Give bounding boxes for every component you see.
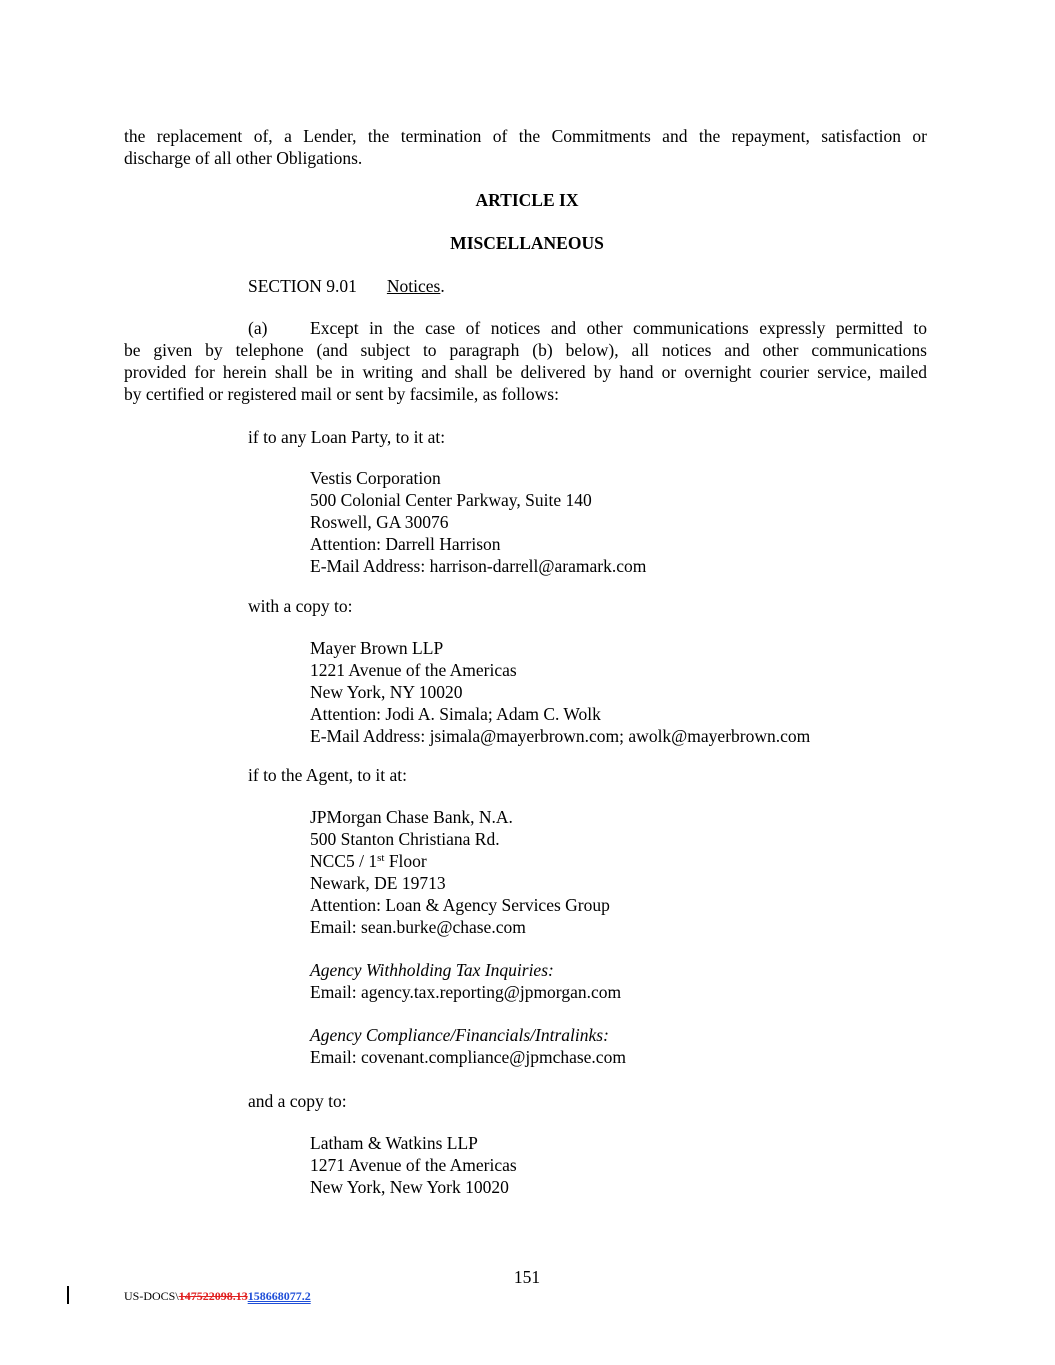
- intro-line-2: discharge of all other Obligations.: [124, 148, 363, 168]
- section-title-punct: .: [440, 276, 445, 296]
- address-line: 1271 Avenue of the Americas: [310, 1155, 517, 1175]
- paragraph-a-line-1: [124, 317, 927, 339]
- address-line: New York, NY 10020: [310, 682, 463, 702]
- agent-floor: [310, 850, 610, 872]
- loan-party-address: [310, 467, 646, 577]
- agent-lead: if to the Agent, to it at:: [248, 765, 407, 785]
- loan-party-copy-address: [310, 637, 810, 747]
- agent-name: JPMorgan Chase Bank, N.A.: [310, 807, 513, 827]
- agent-compliance-block: [310, 1024, 626, 1068]
- paragraph-a-line-3: provided for herein shall be in writing and shall be delivered by hand or overnight courier service, mailed: [124, 362, 927, 382]
- agent-tax-block: [310, 959, 621, 1003]
- address-line: Vestis Corporation: [310, 468, 441, 488]
- agent-floor-sup: st: [377, 852, 385, 864]
- section-number: SECTION 9.01: [248, 276, 357, 296]
- doc-id-inserted: 158668077.2: [247, 1289, 311, 1303]
- page-number: 151: [513, 1267, 541, 1287]
- agent-compliance-email: Email: covenant.compliance@jpmchase.com: [310, 1047, 626, 1067]
- agent-floor-prefix: NCC5 / 1: [310, 851, 378, 871]
- paragraph-a-line-2: be given by telephone (and subject to paragraph (b) below), all notices and other communications: [124, 340, 927, 360]
- article-title: MISCELLANEOUS: [450, 233, 604, 253]
- section-title: Notices: [386, 276, 441, 296]
- doc-id-prefix: US-DOCS\: [124, 1289, 179, 1303]
- address-line: 1221 Avenue of the Americas: [310, 660, 517, 680]
- agent-copy-lead: and a copy to:: [248, 1091, 347, 1111]
- address-line: New York, New York 10020: [310, 1177, 509, 1197]
- section-heading: [248, 275, 445, 297]
- document-id: [124, 1288, 311, 1304]
- agent-tax-email: Email: agency.tax.reporting@jpmorgan.com: [310, 982, 622, 1002]
- address-line: 500 Colonial Center Parkway, Suite 140: [310, 490, 592, 510]
- agent-email: Email: sean.burke@chase.com: [310, 917, 526, 937]
- loan-party-lead: if to any Loan Party, to it at:: [248, 427, 446, 447]
- agent-city: Newark, DE 19713: [310, 873, 446, 893]
- paragraph-a: [124, 317, 927, 405]
- address-line: Roswell, GA 30076: [310, 512, 449, 532]
- agent-copy-address: [310, 1132, 517, 1198]
- paragraph-a-label: (a): [248, 318, 268, 338]
- paragraph-a-text-1: Except in the case of notices and other communications expressly permitted to: [310, 318, 927, 338]
- agent-tax-heading: Agency Withholding Tax Inquiries:: [310, 960, 554, 980]
- agent-address: [310, 806, 610, 938]
- address-line: Latham & Watkins LLP: [310, 1133, 478, 1153]
- paragraph-a-line-4: by certified or registered mail or sent by facsimile, as follows:: [124, 384, 559, 404]
- change-bar: [67, 1286, 69, 1304]
- address-line: E-Mail Address: harrison-darrell@aramark.com: [310, 556, 647, 576]
- address-line: Attention: Darrell Harrison: [310, 534, 501, 554]
- agent-street: 500 Stanton Christiana Rd.: [310, 829, 500, 849]
- agent-compliance-heading: Agency Compliance/Financials/Intralinks:: [310, 1025, 609, 1045]
- intro-paragraph: [124, 125, 927, 169]
- agent-attention: Attention: Loan & Agency Services Group: [310, 895, 610, 915]
- address-line: Attention: Jodi A. Simala; Adam C. Wolk: [310, 704, 601, 724]
- address-line: Mayer Brown LLP: [310, 638, 444, 658]
- article-heading: ARTICLE IX: [475, 190, 579, 210]
- intro-line-1: the replacement of, a Lender, the termination of the Commitments and the repayment, satisfaction or: [124, 126, 927, 146]
- loan-party-copy-lead: with a copy to:: [248, 596, 353, 616]
- address-line: E-Mail Address: jsimala@mayerbrown.com; awolk@mayerbrown.com: [310, 726, 811, 746]
- agent-floor-suffix: Floor: [384, 851, 427, 871]
- doc-id-deleted: 147522098.13: [178, 1289, 248, 1303]
